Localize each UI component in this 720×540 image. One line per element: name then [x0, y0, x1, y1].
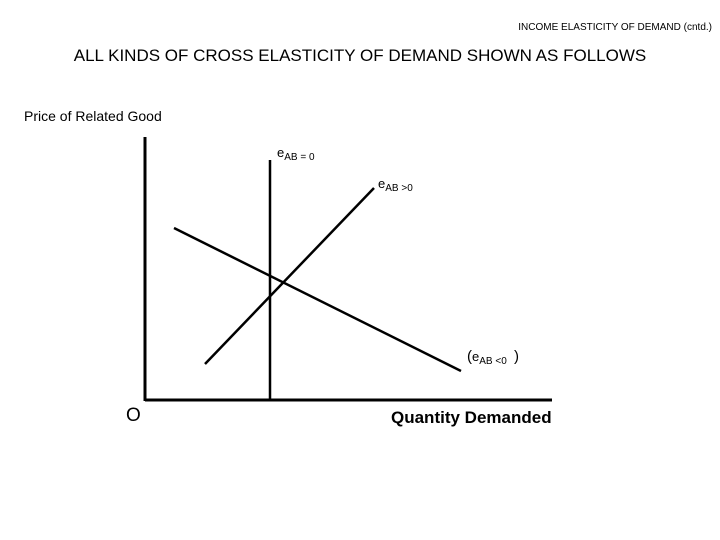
negative-label-close: ) [514, 348, 519, 365]
negative-elasticity-line [174, 228, 461, 371]
negative-label-main: e [472, 349, 480, 364]
negative-elasticity-label [467, 348, 519, 367]
zero-label-subscript: AB = 0 [284, 152, 315, 163]
origin-label: O [126, 405, 141, 426]
slide-title: ALL KINDS OF CROSS ELASTICITY OF DEMAND SHOWN AS FOLLOWS [73, 46, 647, 65]
negative-label-open: ( [467, 348, 472, 365]
positive-label-main: e [378, 176, 386, 191]
x-axis-label: Quantity Demanded [391, 408, 552, 427]
slide-header: INCOME ELASTICITY OF DEMAND (cntd.) [518, 22, 712, 33]
zero-elasticity-label [277, 145, 315, 163]
negative-label-subscript: AB <0 [479, 356, 507, 367]
positive-elasticity-label [378, 176, 413, 194]
zero-label-main: e [277, 145, 285, 160]
positive-label-subscript: AB >0 [385, 183, 413, 194]
positive-elasticity-line [205, 188, 374, 364]
y-axis-label: Price of Related Good [24, 108, 162, 124]
